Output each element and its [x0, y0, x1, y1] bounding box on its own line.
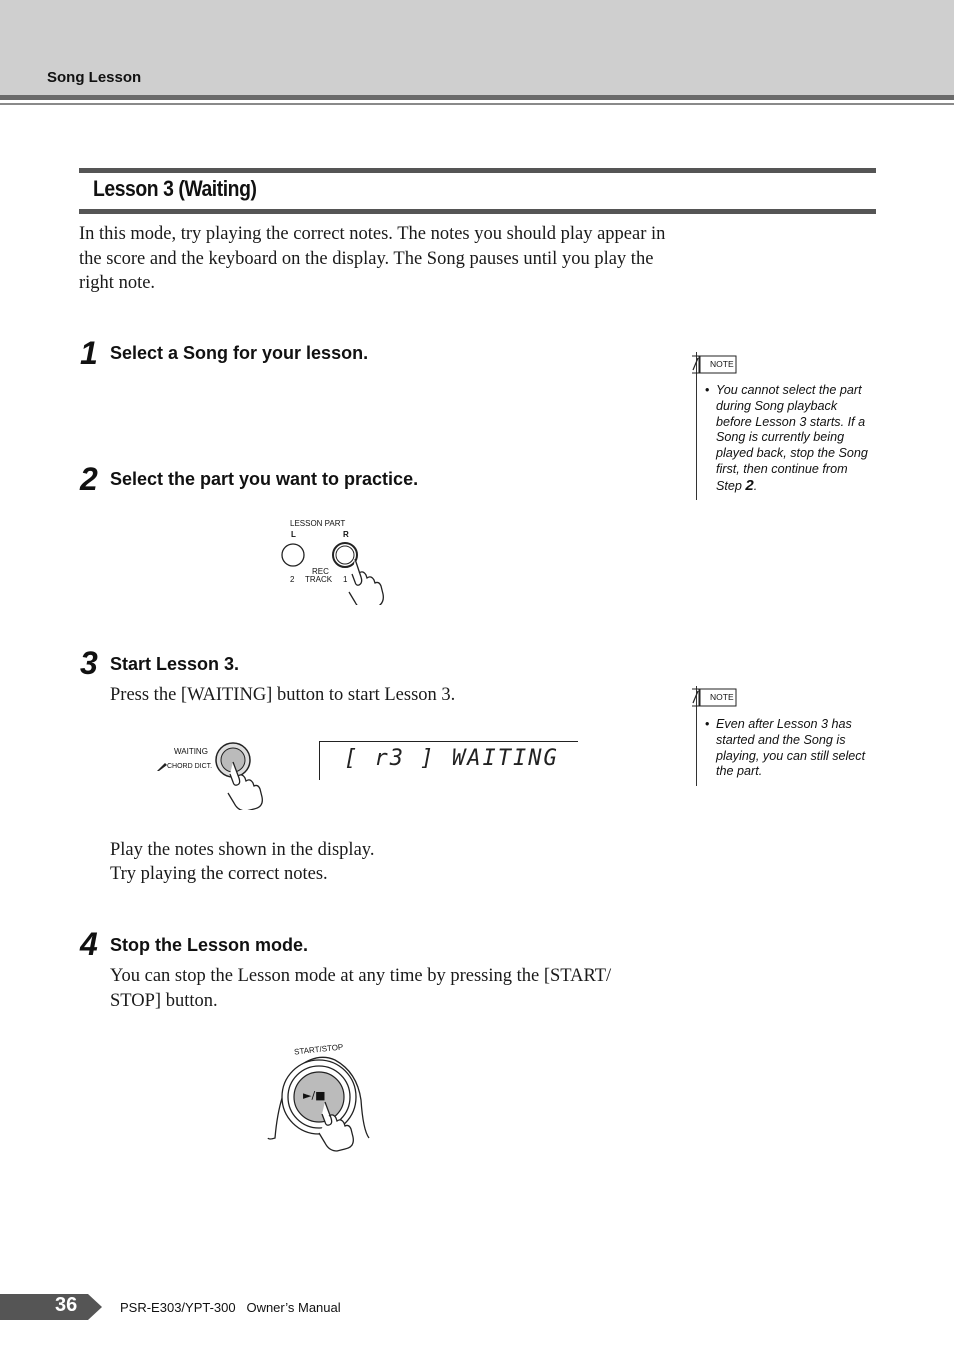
rec-label: REC [312, 567, 329, 576]
step-title-4: Stop the Lesson mode. [110, 935, 309, 955]
page-number-tab [0, 1294, 102, 1320]
lcd-mode-text: WAITING [452, 746, 559, 771]
intro-paragraph: In this mode, try playing the correct notes. The notes you should play appear in the score and the keyboard on the display. The Song pauses until you play the right note. [79, 224, 666, 293]
start-stop-symbol: ►/■ [303, 1089, 326, 1102]
step-number-2: 2 [80, 461, 98, 497]
track-number-2: 2 [290, 575, 295, 584]
lesson-part-panel [275, 515, 395, 605]
note-1-step-ref: 2 [745, 476, 754, 494]
note-1-icon [690, 354, 736, 376]
section-label: Song Lesson [47, 69, 142, 86]
header-rule [0, 95, 954, 100]
step-number-4: 4 [80, 926, 98, 962]
manual-title: PSR-E303/YPT-300 Owner’s Manual [120, 1300, 341, 1315]
start-stop-label: START/STOP [293, 1042, 344, 1057]
step-title-1: Select a Song for your lesson. [110, 343, 369, 363]
track-number-1: 1 [343, 575, 348, 584]
header-band [0, 0, 954, 95]
lesson-part-r-label: R [343, 530, 349, 539]
note-2-icon [690, 687, 736, 709]
step-title-2: Select the part you want to practice. [110, 469, 419, 489]
note-1-text: • You cannot select the part during Song playback before Lesson 3 starts. If a Song is currently being played back, stop the Song first, then continue from Step 2. [705, 383, 868, 494]
step-body-4: You can stop the Lesson mode at any time by pressing the [START/ STOP] button. [110, 966, 612, 1011]
note-2-label: NOTE [710, 692, 734, 702]
waiting-button-icon [150, 730, 280, 810]
lesson-part-l-label: L [291, 530, 296, 539]
step-body-3: Press the [WAITING] button to start Lesson 3. [110, 685, 456, 705]
step-3-try-line: Try playing the correct notes. [110, 864, 328, 884]
step-title-3: Start Lesson 3. [110, 654, 240, 674]
note-1-body: You cannot select the part during Song playback before Lesson 3 starts. If a Song is currently being played back, stop the Song first, then continue from Step [716, 383, 868, 493]
lcd-lesson-indicator: [ r3 ] [344, 746, 436, 771]
track-label: TRACK [305, 575, 333, 584]
header-rule-thin [0, 103, 954, 105]
note-2-text: • Even after Lesson 3 has started and the Song is playing, you can still select the part. [705, 717, 866, 779]
start-stop-panel [265, 1040, 375, 1155]
waiting-label: WAITING [174, 747, 208, 756]
step-3-play-line: Play the notes shown in the display. [110, 840, 375, 860]
note-2-body: Even after Lesson 3 has started and the Song is playing, you can still select the part. [716, 717, 866, 779]
note-1-label: NOTE [710, 359, 734, 369]
lcd-display [319, 741, 578, 780]
title-rule-bottom [79, 209, 876, 214]
page-title: Lesson 3 (Waiting) [93, 176, 257, 201]
lesson-part-buttons-icon [275, 515, 395, 605]
step-number-1: 1 [80, 335, 98, 371]
page-number: 36 [55, 1294, 78, 1316]
step-number-3: 3 [80, 645, 98, 681]
chord-dict-label: CHORD DICT. [167, 763, 213, 770]
title-rule-top [79, 168, 876, 173]
waiting-button-panel [150, 730, 280, 810]
lesson-part-label: LESSON PART [290, 519, 346, 528]
